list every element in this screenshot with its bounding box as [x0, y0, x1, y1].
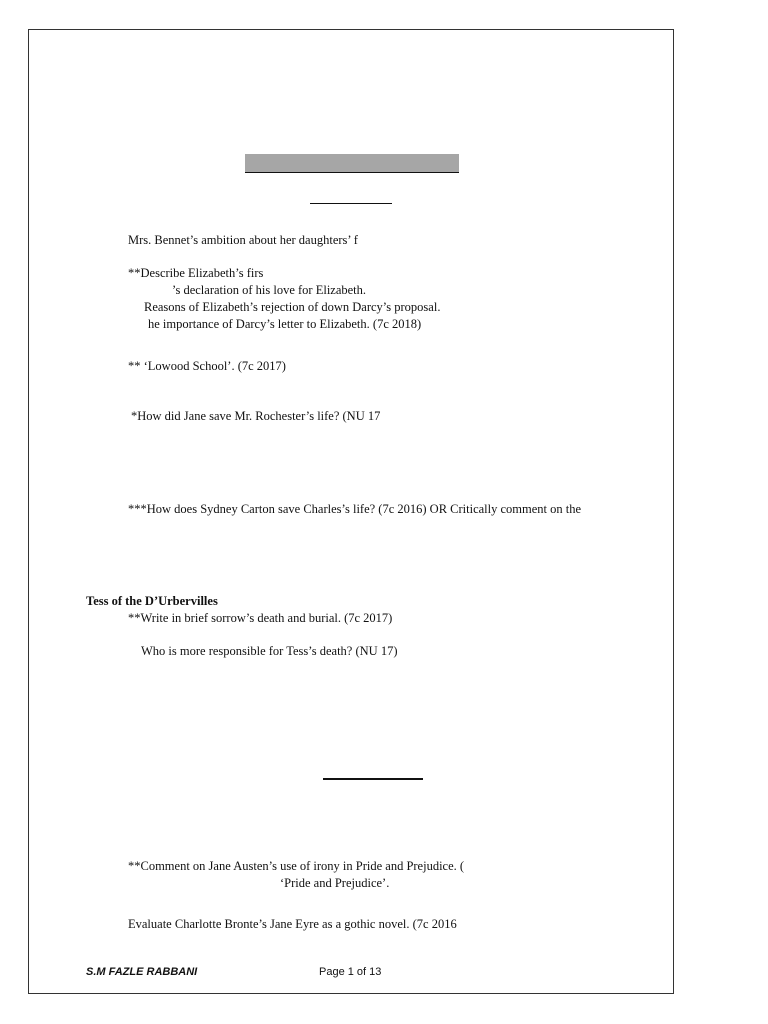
- question-line: **Comment on Jane Austen’s use of irony in Pride and Prejudice. (: [128, 859, 465, 873]
- footer-page-number: Page 1 of 13: [319, 966, 382, 978]
- question-line: **Write in brief sorrow’s death and burial. (7c 2017): [128, 611, 393, 625]
- question-line: Who is more responsible for Tess’s death? (NU 17): [141, 644, 398, 658]
- question-line: Evaluate Charlotte Bronte’s Jane Eyre as a gothic novel. (7c 2016: [128, 917, 457, 931]
- question-line: *How did Jane save Mr. Rochester’s life? (NU 17: [131, 409, 381, 423]
- footer-author: S.M FAZLE RABBANI: [86, 966, 198, 978]
- section-heading: Tess of the D’Urbervilles: [86, 594, 218, 608]
- question-line: ** ‘Lowood School’. (7c 2017): [128, 359, 286, 373]
- question-line: **Describe Elizabeth’s firs: [128, 266, 264, 280]
- section-underline-2: [323, 778, 423, 780]
- question-line: Mrs. Bennet’s ambition about her daughters’ f: [128, 233, 358, 247]
- document-page: [28, 29, 674, 994]
- redacted-title-bar: [245, 154, 459, 172]
- title-underline: [245, 172, 459, 173]
- section-underline-1: [310, 203, 392, 204]
- question-line: ***How does Sydney Carton save Charles’s life? (7c 2016) OR Critically comment on the: [128, 502, 582, 516]
- question-line: he importance of Darcy’s letter to Elizabeth. (7c 2018): [148, 317, 422, 331]
- question-line: ’s declaration of his love for Elizabeth.: [172, 283, 367, 297]
- question-line: Reasons of Elizabeth’s rejection of down Darcy’s proposal.: [144, 300, 441, 314]
- question-line: ‘Pride and Prejudice’.: [280, 876, 390, 890]
